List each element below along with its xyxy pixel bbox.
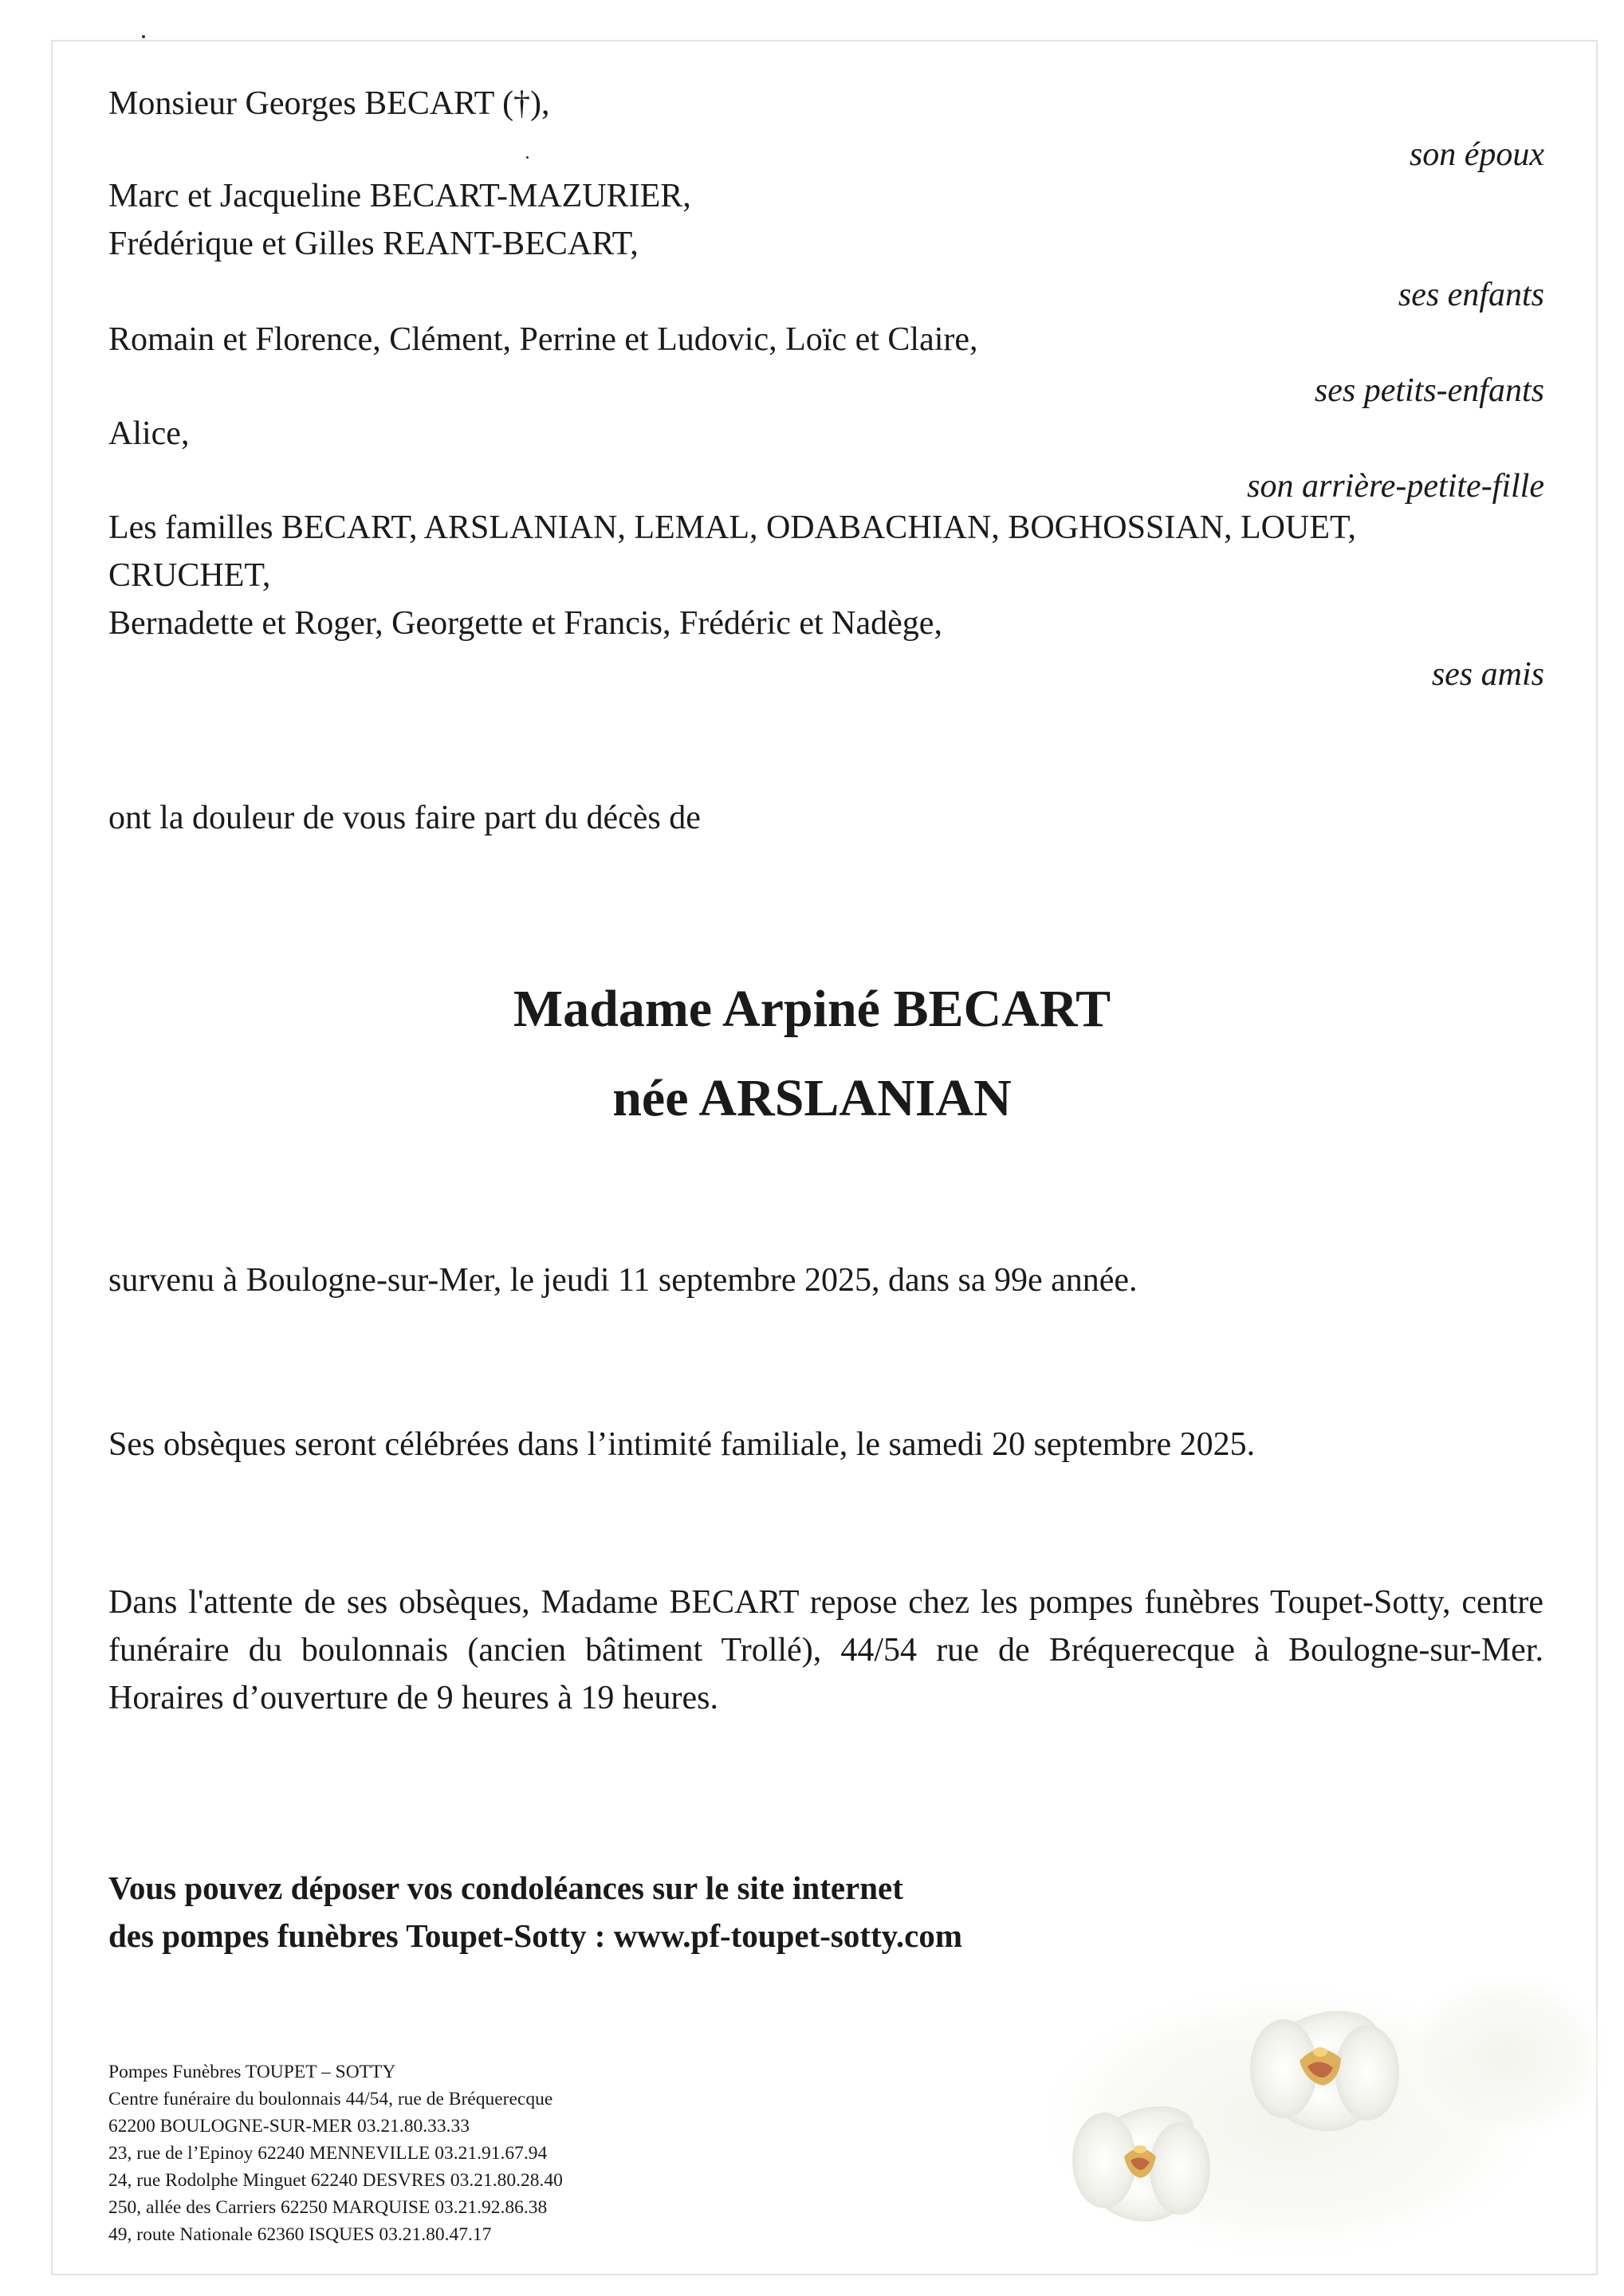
family-line-grandchildren: Romain et Florence, Clément, Perrine et Ludovic, Loïc et Claire, xyxy=(108,321,978,358)
death-info: survenu à Boulogne-sur-Mer, le jeudi 11 septembre 2025, dans sa 99e année. xyxy=(108,1262,1138,1299)
footer-line: 23, rue de l’Epinoy 62240 MENNEVILLE 03.21.91.67.94 xyxy=(108,2143,548,2164)
role-friends: ses amis xyxy=(1431,656,1544,693)
deceased-maiden-name: née ARSLANIAN xyxy=(612,1069,1012,1127)
condolences-line-2: des pompes funèbres Toupet-Sotty : www.pf-toupet-sotty.com xyxy=(108,1917,962,1954)
role-grandchildren: ses petits-enfants xyxy=(1314,372,1544,409)
family-line-husband: Monsieur Georges BECART (†), xyxy=(108,85,550,122)
scan-mark xyxy=(142,35,145,38)
role-children: ses enfants xyxy=(1398,277,1544,313)
funeral-info: Ses obsèques seront célébrées dans l’intimité familiale, le samedi 20 septembre 2025. xyxy=(108,1426,1256,1463)
family-line-families-1: Les familles BECART, ARSLANIAN, LEMAL, ODABACHIAN, BOGHOSSIAN, LOUET, xyxy=(108,509,1357,546)
deceased-name: Madame Arpiné BECART xyxy=(513,980,1111,1038)
footer-line: Pompes Funèbres TOUPET – SOTTY xyxy=(108,2062,396,2082)
footer-line: 62200 BOULOGNE-SUR-MER 03.21.80.33.33 xyxy=(108,2116,470,2137)
footer-line: Centre funéraire du boulonnais 44/54, rue de Bréquerecque xyxy=(108,2089,553,2109)
rest-info: Dans l'attente de ses obsèques, Madame BECART repose chez les pompes funèbres Toupet-Sotty, centre funéraire du boulonnais (ancien bâtiment Trollé), 44/54 rue de Bréquerecque à Boulogne-sur-Mer. Horaires d’ouverture de 9 heures à 19 heures. xyxy=(108,1584,1543,1716)
family-line-children-2: Frédérique et Gilles REANT-BECART, xyxy=(108,226,639,262)
role-great-granddaughter: son arrière-petite-fille xyxy=(1247,468,1544,505)
condolences-line-1: Vous pouvez déposer vos condoléances sur le site internet xyxy=(108,1869,903,1906)
orchid-decoration-icon xyxy=(1028,1969,1602,2272)
family-line-great-granddaughter: Alice, xyxy=(108,415,190,452)
family-line-children-1: Marc et Jacqueline BECART-MAZURIER, xyxy=(108,178,691,214)
footer-line: 49, route Nationale 62360 ISQUES 03.21.80.47.17 xyxy=(108,2224,492,2245)
footer-line: 250, allée des Carriers 62250 MARQUISE 03.21.92.86.38 xyxy=(108,2197,548,2218)
announcement: ont la douleur de vous faire part du décès de xyxy=(108,800,701,836)
scan-mark xyxy=(526,156,529,159)
role-spouse: son époux xyxy=(1409,136,1544,173)
family-line-friends: Bernadette et Roger, Georgette et Francis, Frédéric et Nadège, xyxy=(108,605,942,642)
footer-line: 24, rue Rodolphe Minguet 62240 DESVRES 03.21.80.28.40 xyxy=(108,2170,563,2191)
family-line-families-2: CRUCHET, xyxy=(108,557,271,594)
